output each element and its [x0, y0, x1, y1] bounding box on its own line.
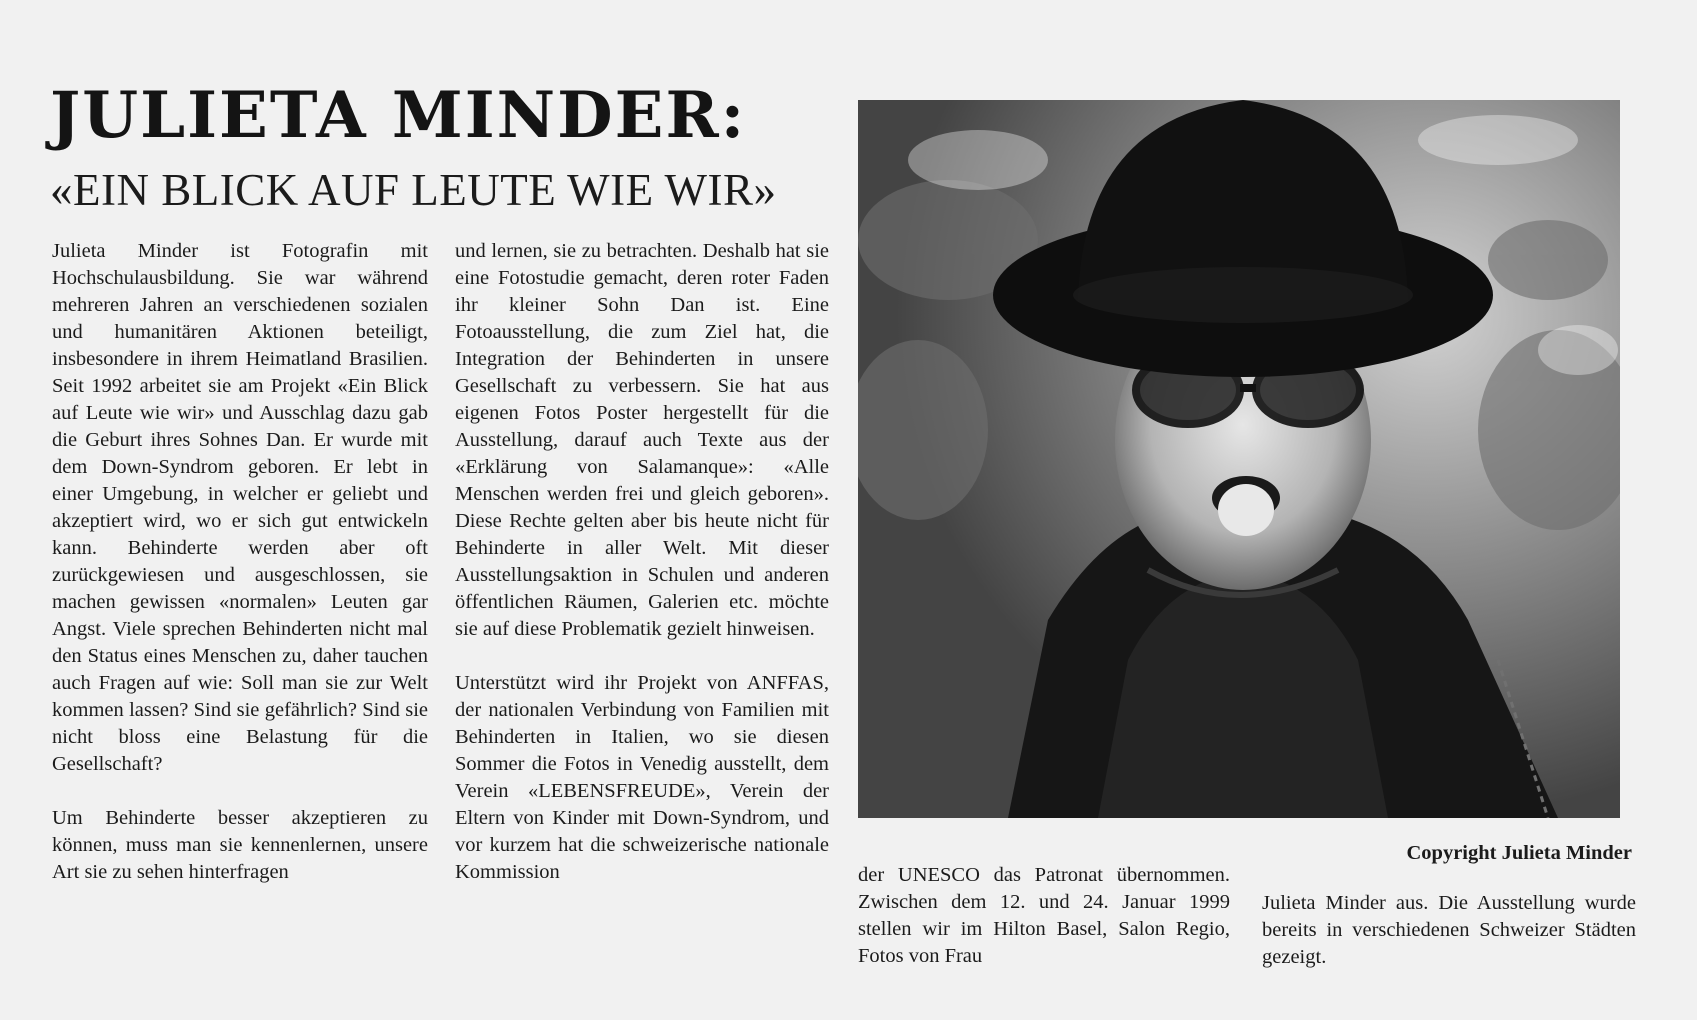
article-subtitle: «EIN BLICK AUF LEUTE WIE WIR» — [50, 165, 777, 215]
paragraph: Julieta Minder aus. Die Ausstellung wurde bereits in verschiedenen Schweizer Städten gezeigt. — [1262, 892, 1636, 968]
text-column-4 — [1262, 890, 1636, 971]
child-portrait-illustration — [858, 100, 1620, 818]
article-title: JULIETA MINDER: — [50, 78, 747, 153]
article-photo — [858, 100, 1620, 818]
paragraph: der UNESCO das Patronat übernommen. Zwischen dem 12. und 24. Januar 1999 stellen wir im Hilton Basel, Salon Regio, Fotos von Frau — [858, 864, 1230, 967]
paragraph: Um Behinderte besser akzeptieren zu können, muss man sie kennenlernen, unsere Art sie zu sehen hinterfragen — [52, 807, 428, 883]
text-column-1 — [52, 238, 428, 886]
paragraph: Julieta Minder ist Fotografin mit Hochschulausbildung. Sie war während mehreren Jahren an verschiedenen sozialen und humanitären Aktionen beteiligt, insbesondere in ihrem Heimatland Brasilien. Seit 1992 arbeitet sie am Projekt «Ein Blick auf Leute wie wir» und Ausschlag dazu gab die Geburt ihres Sohnes Dan. Er wurde mit dem Down-Syndrom geboren. Er lebt in einer Umgebung, in welcher er geliebt und akzeptiert wird, wo er sich gut entwickeln kann. Behinderte werden aber oft zurückgewiesen und ausgeschlossen, sie machen gewissen «normalen» Leuten gar Angst. Viele sprechen Behinderten nicht mal den Status eines Menschen zu, daher tauchen auch Fragen auf wie: Soll man sie zur Welt kommen lassen? Sind sie gefährlich? Sind sie nicht bloss eine Belastung für die Gesellschaft? — [52, 240, 428, 775]
text-column-2 — [455, 238, 829, 886]
text-column-3 — [858, 862, 1230, 970]
photo-caption: Copyright Julieta Minder — [1406, 842, 1632, 864]
paragraph: und lernen, sie zu betrachten. Deshalb hat sie eine Fotostudie gemacht, deren roter Faden ihr kleiner Sohn Dan ist. Eine Fotoausstellung, die zum Ziel hat, die Integration der Behinderten in unsere Gesellschaft zu verbessern. Sie hat aus eigenen Fotos Poster hergestellt für die Ausstellung, darauf auch Texte aus der «Erklärung von Salamanque»: «Alle Menschen werden frei und gleich geboren». Diese Rechte gelten aber bis heute nicht für Behinderte in aller Welt. Mit dieser Ausstellungsaktion in Schulen und anderen öffentlichen Räumen, Galerien etc. möchte sie auf diese Problematik gezielt hinweisen. — [455, 240, 829, 640]
paragraph: Unterstützt wird ihr Projekt von ANFFAS, der nationalen Verbindung von Familien mit Behinderten in Italien, wo sie diesen Sommer die Fotos in Venedig ausstellt, dem Verein «LEBENSFREUDE», Verein der Eltern von Kinder mit Down-Syndrom, und vor kurzem hat die schweizerische nationale Kommission — [455, 672, 829, 883]
